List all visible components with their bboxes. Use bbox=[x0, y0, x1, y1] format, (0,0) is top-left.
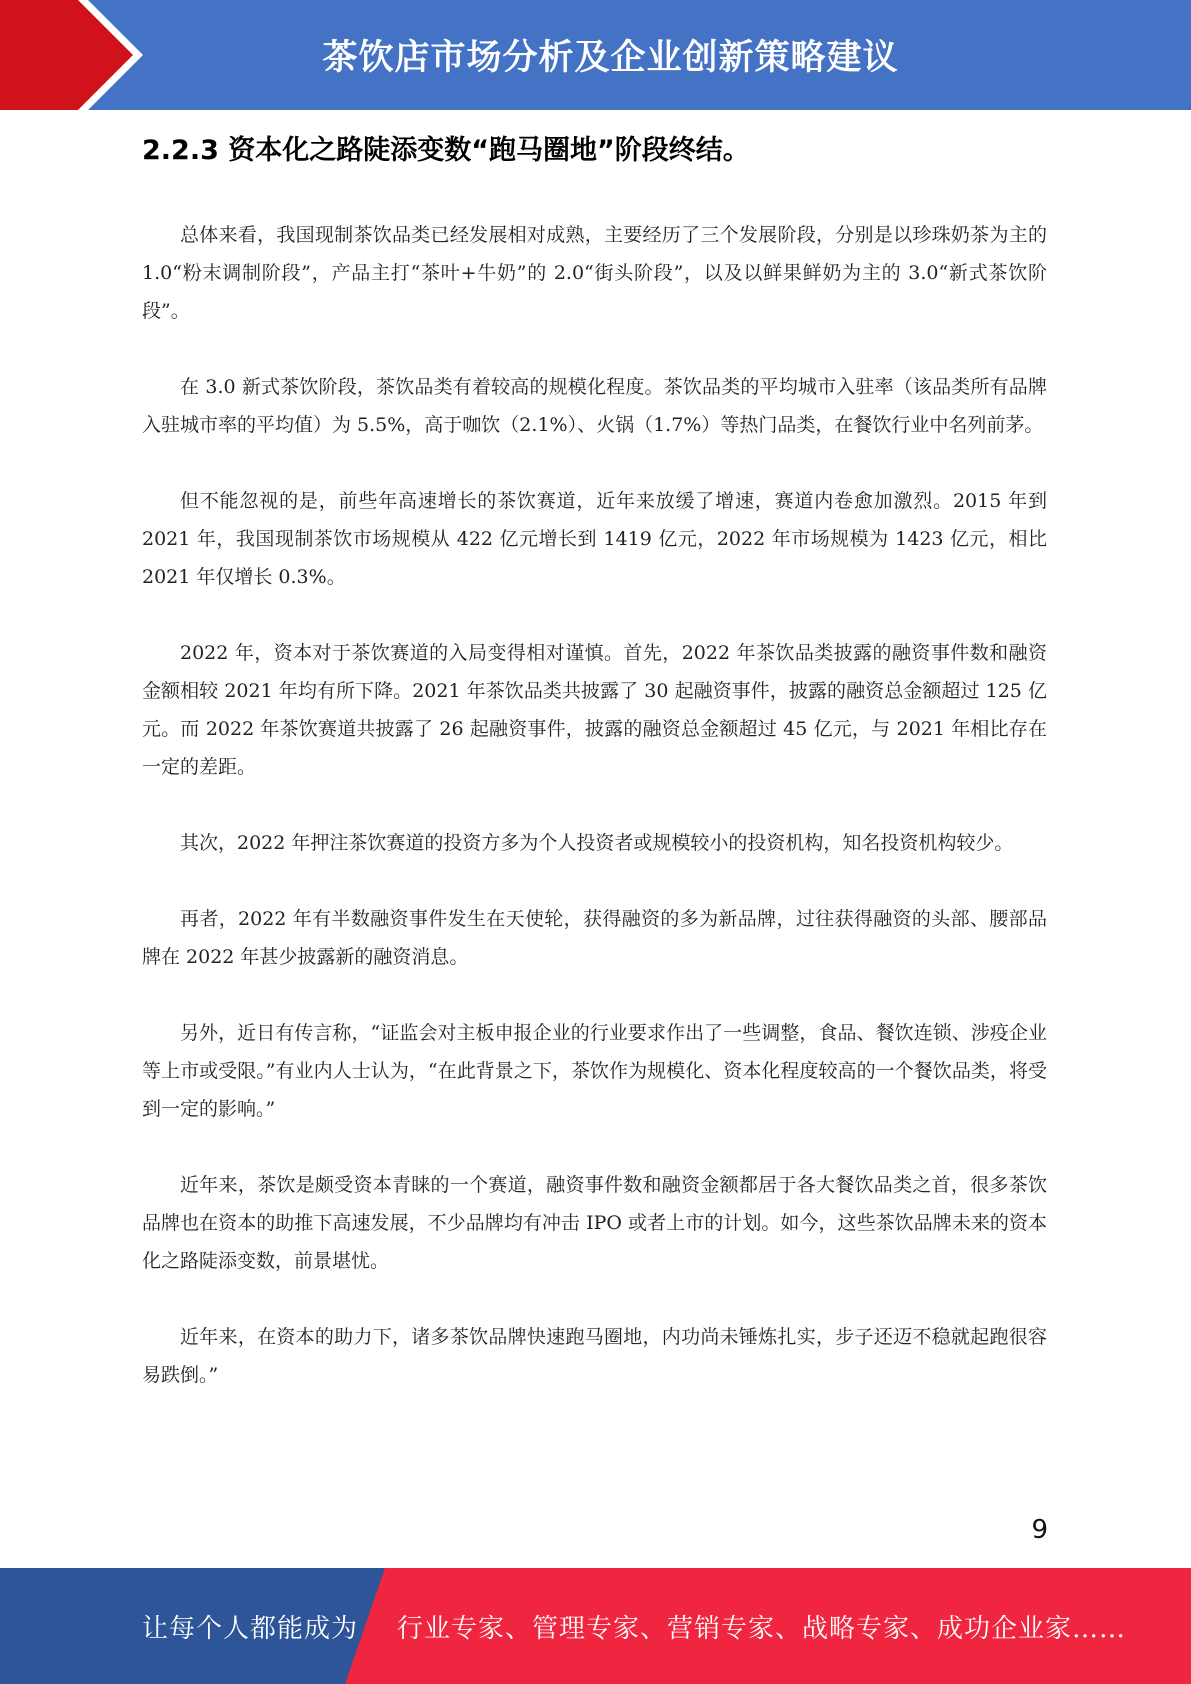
document-title: 茶饮店市场分析及企业创新策略建议 bbox=[322, 38, 899, 78]
paragraph: 近年来，在资本的助力下，诸多茶饮品牌快速跑马圈地，内功尚未锤炼扎实，步子还迈不稳就起跑很容易跌倒。” bbox=[142, 1326, 1047, 1386]
paragraph: 再者，2022 年有半数融资事件发生在天使轮，获得融资的多为新品牌，过往获得融资的头部、腰部品牌在 2022 年甚少披露新的融资消息。 bbox=[142, 908, 1047, 968]
paragraph: 另外，近日有传言称，“证监会对主板申报企业的行业要求作出了一些调整，食品、餐饮连锁、涉疫企业等上市或受限。”有业内人士认为，“在此背景之下，茶饮作为规模化、资本化程度较高的一个餐饮品类，将受到一定的影响。” bbox=[142, 1022, 1047, 1120]
footer-slogan-right: 行业专家、管理专家、营销专家、战略专家、成功企业家…… bbox=[397, 1613, 1127, 1644]
paragraph: 2022 年，资本对于茶饮赛道的入局变得相对谨慎。首先，2022 年茶饮品类披露的融资事件数和融资金额相较 2021 年均有所下降。2021 年茶饮品类共披露了 30 起融资事件，披露的融资总金额超过 125 亿元。而 2022 年茶饮赛道共披露了 26 起融资事件，披露的融资总金额超过 45 亿元，与 2021 年相比存在一定的差距。 bbox=[142, 642, 1047, 778]
paragraph: 但不能忽视的是，前些年高速增长的茶饮赛道，近年来放缓了增速，赛道内卷愈加激烈。2015 年到 2021 年，我国现制茶饮市场规模从 422 亿元增长到 1419 亿元，2022 年市场规模为 1423 亿元，相比 2021 年仅增长 0.3%。 bbox=[142, 490, 1047, 588]
footer-slogan-left: 让每个人都能成为 bbox=[142, 1613, 359, 1644]
paragraph: 近年来，茶饮是颇受资本青睐的一个赛道，融资事件数和融资金额都居于各大餐饮品类之首，很多茶饮品牌也在资本的助推下高速发展，不少品牌均有冲击 IPO 或者上市的计划。如今，这些茶饮品牌未来的资本化之路陡添变数，前景堪忧。 bbox=[142, 1174, 1047, 1272]
header-banner bbox=[0, 0, 1191, 110]
main-content bbox=[142, 126, 1047, 1394]
header-arrow-decoration bbox=[0, 0, 150, 110]
paragraph: 总体来看，我国现制茶饮品类已经发展相对成熟，主要经历了三个发展阶段，分别是以珍珠奶茶为主的 1.0“粉末调制阶段”，产品主打“茶叶+牛奶”的 2.0“街头阶段”，以及以鲜果鲜奶为主的 3.0“新式茶饮阶段”。 bbox=[142, 224, 1047, 322]
section-heading: 2.2.3 资本化之路陡添变数“跑马圈地”阶段终结。 bbox=[142, 135, 750, 166]
footer-banner bbox=[0, 1568, 1191, 1684]
page-number: 9 bbox=[1031, 1515, 1048, 1545]
paragraph: 在 3.0 新式茶饮阶段，茶饮品类有着较高的规模化程度。茶饮品类的平均城市入驻率（该品类所有品牌入驻城市率的平均值）为 5.5%，高于咖饮（2.1%）、火锅（1.7%）等热门品类，在餐饮行业中名列前茅。 bbox=[142, 376, 1047, 436]
paragraph: 其次，2022 年押注茶饮赛道的投资方多为个人投资者或规模较小的投资机构，知名投资机构较少。 bbox=[180, 832, 1014, 854]
